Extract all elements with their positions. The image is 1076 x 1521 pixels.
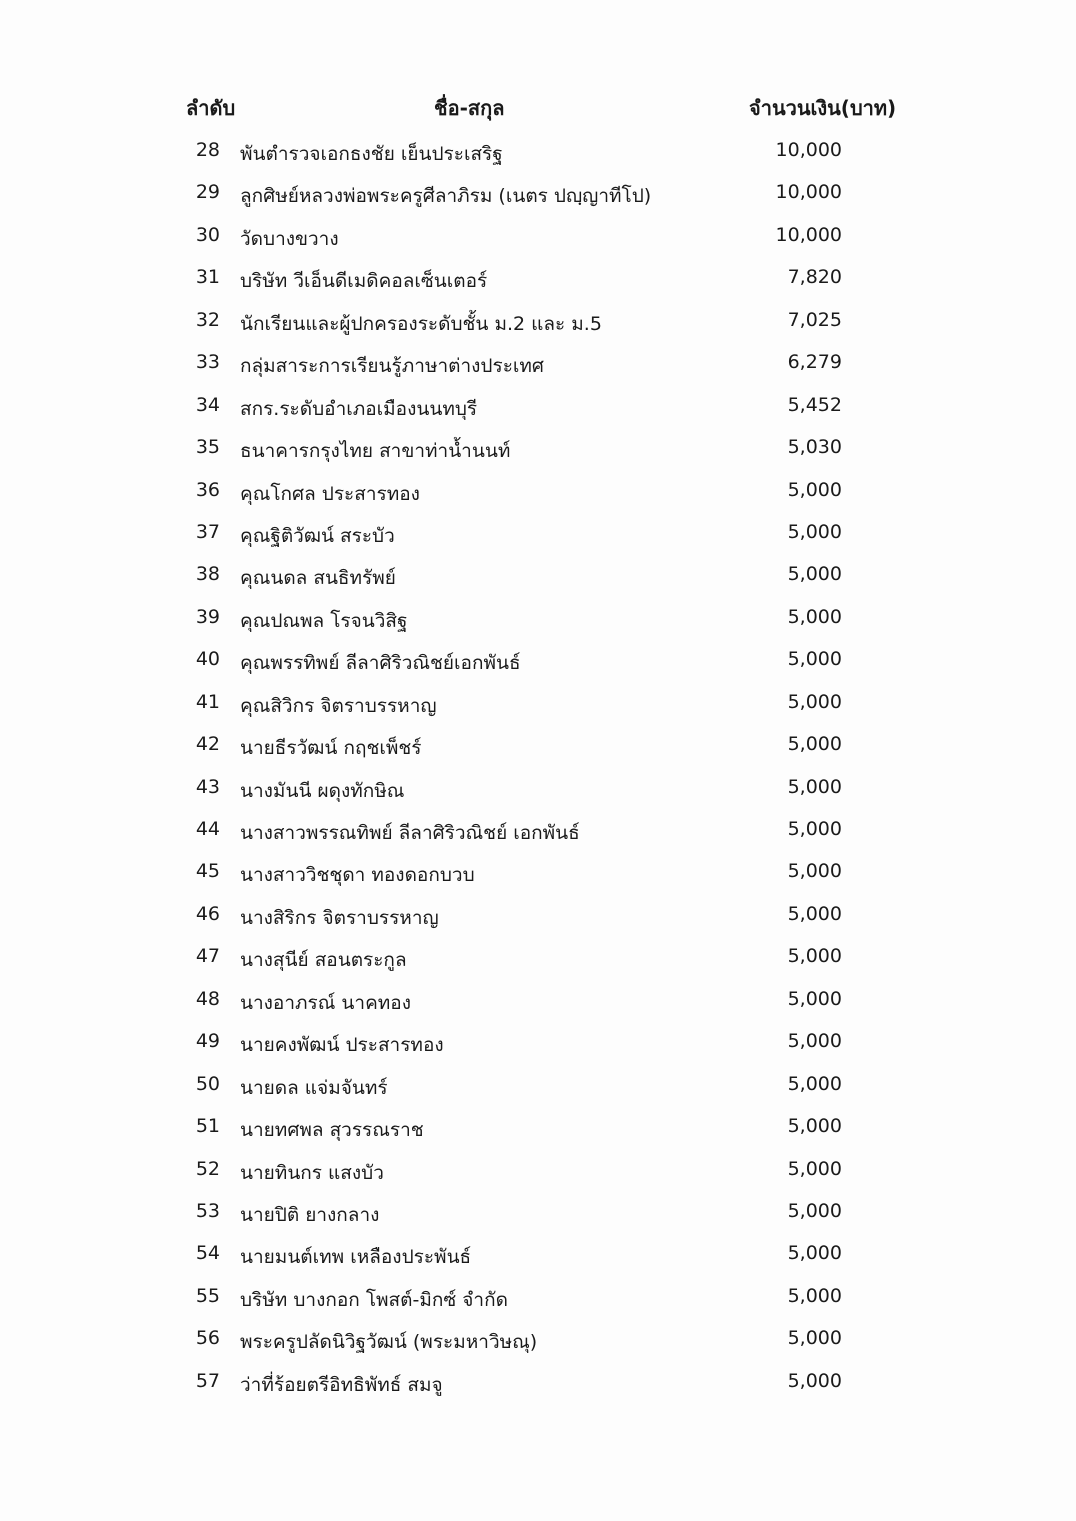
donor-list [0, 129, 1076, 1402]
table-row [0, 1232, 1076, 1274]
row-amount: 5,000 [787, 478, 842, 501]
row-number: 46 [195, 902, 220, 925]
row-number: 35 [195, 436, 220, 459]
row-amount: 5,000 [787, 1242, 842, 1265]
row-number: 54 [195, 1242, 220, 1265]
row-number: 45 [195, 860, 220, 883]
row-name: พระครูปลัดนิวิฐวัฒน์ (พระมหาวิษณุ) [240, 1331, 538, 1354]
row-name: บริษัท บางกอก โพสต์-มิกซ์ จำกัด [240, 1288, 508, 1311]
row-amount: 5,000 [787, 520, 842, 543]
row-number: 40 [195, 648, 220, 671]
row-amount: 5,030 [787, 436, 842, 459]
row-name: นายมนต์เทพ เหลืองประพันธ์ [240, 1246, 472, 1269]
row-name: ว่าที่ร้อยตรีอิทธิพัทธ์ สมจู [240, 1373, 443, 1396]
table-row [0, 1317, 1076, 1359]
table-row [0, 553, 1076, 595]
table-row [0, 638, 1076, 680]
table-row [0, 1105, 1076, 1147]
row-number: 33 [195, 351, 220, 374]
row-number: 43 [195, 775, 220, 798]
row-number: 53 [195, 1199, 220, 1222]
row-number: 56 [195, 1327, 220, 1350]
row-number: 42 [195, 733, 220, 756]
table-row [0, 978, 1076, 1020]
row-name: บริษัท วีเอ็นดีเมดิคอลเซ็นเตอร์ [240, 270, 488, 293]
row-number: 38 [195, 563, 220, 586]
row-amount: 5,000 [787, 605, 842, 628]
row-amount: 10,000 [775, 181, 842, 204]
row-number: 36 [195, 478, 220, 501]
table-row [0, 1275, 1076, 1317]
row-name: นางสาวพรรณทิพย์ ลีลาศิริวณิชย์ เอกพันธ์ [240, 822, 580, 844]
header-name: ชื่อ-สกุล [434, 96, 505, 120]
table-header [0, 88, 1076, 124]
table-row [0, 171, 1076, 213]
row-amount: 5,000 [787, 690, 842, 713]
table-row [0, 299, 1076, 341]
row-name: นายปิติ ยางกลาง [240, 1203, 380, 1226]
row-number: 48 [195, 987, 220, 1010]
row-name: นายดล แจ่มจันทร์ [240, 1076, 388, 1099]
row-name: วัดบางขวาง [240, 227, 339, 250]
row-name: นางสุนีย์ สอนตระกูล [240, 949, 407, 972]
table-row [0, 1190, 1076, 1232]
row-amount: 5,000 [787, 1199, 842, 1222]
row-name: นักเรียนและผู้ปกครองระดับชั้น ม.2 และ ม.5 [240, 312, 602, 335]
row-number: 31 [195, 266, 220, 289]
row-amount: 5,000 [787, 818, 842, 840]
row-name: นางสิริกร จิตราบรรหาญ [240, 906, 439, 929]
row-number: 30 [195, 223, 220, 246]
row-name: นายทศพล สุวรรณราช [240, 1119, 424, 1142]
row-amount: 5,000 [787, 1369, 842, 1392]
row-name: คุณโกศล ประสารทอง [240, 482, 420, 505]
row-number: 44 [195, 818, 220, 840]
table-row [0, 426, 1076, 468]
row-amount: 5,000 [787, 648, 842, 671]
row-number: 32 [195, 308, 220, 331]
table-row [0, 511, 1076, 553]
table-row [0, 893, 1076, 935]
table-row [0, 469, 1076, 511]
row-amount: 10,000 [775, 223, 842, 246]
row-amount: 5,000 [787, 902, 842, 925]
row-name: นายทินกร แสงบัว [240, 1161, 384, 1184]
row-amount: 5,000 [787, 1284, 842, 1307]
row-amount: 7,025 [787, 308, 842, 331]
header-no: ลำดับ [186, 96, 236, 120]
table-row [0, 808, 1076, 850]
row-number: 50 [195, 1072, 220, 1095]
row-amount: 5,000 [787, 860, 842, 883]
table-row [0, 384, 1076, 426]
table-row [0, 935, 1076, 977]
row-amount: 5,000 [787, 733, 842, 756]
row-amount: 5,000 [787, 1327, 842, 1350]
row-number: 34 [195, 393, 220, 416]
header-amount: จำนวนเงิน(บาท) [749, 96, 897, 120]
row-amount: 5,000 [787, 1072, 842, 1095]
row-amount: 5,000 [787, 1030, 842, 1053]
row-amount: 5,000 [787, 1115, 842, 1138]
row-name: คุณปณพล โรจนวิสิฐ [240, 609, 408, 632]
row-name: คุณพรรทิพย์ ลีลาศิริวณิชย์เอกพันธ์ [240, 652, 521, 675]
row-name: คุณนดล สนธิทรัพย์ [240, 567, 396, 590]
row-amount: 5,452 [787, 393, 842, 416]
table-row [0, 596, 1076, 638]
table-row [0, 341, 1076, 383]
row-number: 37 [195, 520, 220, 543]
table-row [0, 723, 1076, 765]
row-name: กลุ่มสาระการเรียนรู้ภาษาต่างประเทศ [240, 355, 544, 378]
row-name: ธนาคารกรุงไทย สาขาท่าน้ำนนท์ [240, 440, 511, 463]
row-amount: 5,000 [787, 987, 842, 1010]
row-amount: 5,000 [787, 775, 842, 798]
row-number: 29 [195, 181, 220, 204]
row-amount: 6,279 [787, 351, 842, 374]
row-name: นางอาภรณ์ นาคทอง [240, 991, 411, 1014]
table-row [0, 1148, 1076, 1190]
row-name: นายคงพัฒน์ ประสารทอง [240, 1034, 444, 1057]
table-row [0, 1063, 1076, 1105]
row-name: พันตำรวจเอกธงชัย เย็นประเสริฐ [240, 143, 503, 165]
row-number: 41 [195, 690, 220, 713]
row-amount: 10,000 [775, 139, 842, 161]
row-number: 28 [195, 139, 220, 161]
table-row [0, 129, 1076, 171]
row-name: นายธีรวัฒน์ กฤชเพ็ชร์ [240, 737, 422, 760]
row-name: คุณฐิติวัฒน์ สระบัว [240, 524, 395, 547]
table-row [0, 850, 1076, 892]
row-number: 49 [195, 1030, 220, 1053]
row-number: 51 [195, 1115, 220, 1138]
table-row [0, 766, 1076, 808]
row-amount: 7,820 [787, 266, 842, 289]
row-name: นางมันนี ผดุงทักษิณ [240, 779, 405, 802]
row-number: 39 [195, 605, 220, 628]
row-number: 47 [195, 945, 220, 968]
row-amount: 5,000 [787, 945, 842, 968]
row-name: สกร.ระดับอำเภอเมืองนนทบุรี [240, 397, 478, 420]
table-row [0, 1360, 1076, 1402]
row-name: นางสาววิชชุดา ทองดอกบวบ [240, 864, 475, 887]
table-row [0, 214, 1076, 256]
table-row [0, 1020, 1076, 1062]
row-number: 52 [195, 1157, 220, 1180]
row-name: คุณสิวิกร จิตราบรรหาญ [240, 694, 437, 717]
row-number: 57 [195, 1369, 220, 1392]
row-number: 55 [195, 1284, 220, 1307]
row-amount: 5,000 [787, 563, 842, 586]
row-amount: 5,000 [787, 1157, 842, 1180]
table-row [0, 681, 1076, 723]
table-row [0, 256, 1076, 298]
row-name: ลูกศิษย์หลวงพ่อพระครูศีลาภิรม (เนตร ปญฺญาทีโป) [240, 185, 652, 208]
